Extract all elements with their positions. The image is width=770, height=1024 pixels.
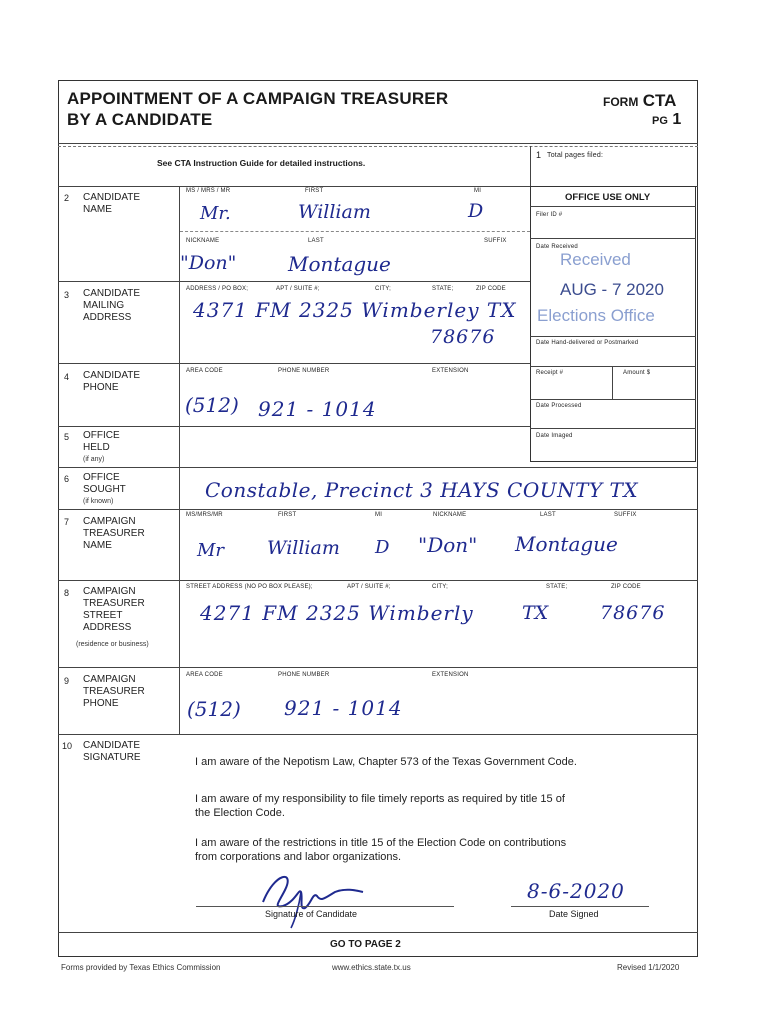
s7-mi-caption: MI — [375, 512, 383, 518]
instructions-text: See CTA Instruction Guide for detailed instructions. — [157, 158, 366, 168]
form-title-line2: BY A CANDIDATE — [67, 110, 213, 129]
filer-id-label: Filer ID # — [536, 212, 563, 218]
footer-provider: Forms provided by Texas Ethics Commission — [61, 963, 221, 972]
s9-phone-value[interactable]: 921 - 1014 — [284, 696, 403, 720]
s2-suffix-caption: SUFFIX — [484, 238, 507, 244]
s3-address-value[interactable]: 4371 FM 2325 Wimberley TX — [193, 298, 517, 322]
s8-zip-caption: ZIP CODE — [611, 584, 641, 590]
s8-state-value[interactable]: TX — [522, 602, 549, 624]
date-signed-value[interactable]: 8-6-2020 — [527, 879, 625, 903]
date-signed-label: Date Signed — [549, 909, 599, 919]
s3-state-caption: STATE; — [432, 286, 454, 292]
date-received-label: Date Received — [536, 244, 578, 250]
office-sought-value[interactable]: Constable, Precinct 3 HAYS COUNTY TX — [205, 478, 639, 502]
s2-mi-value[interactable]: D — [468, 200, 484, 222]
stamp-date: AUG - 7 2020 — [560, 280, 664, 299]
footer-url[interactable]: www.ethics.state.tx.us — [332, 963, 411, 972]
section-2-label — [83, 192, 140, 216]
section-3-label-line2: MAILING — [83, 300, 125, 311]
s7-last-value[interactable]: Montague — [515, 532, 618, 556]
contributions-statement-line2: from corporations and labor organizations. — [195, 851, 402, 863]
form-code — [603, 91, 676, 111]
section-8-sub: (residence or business) — [76, 641, 149, 648]
s3-address-caption: ADDRESS / PO BOX; — [186, 286, 249, 292]
section-4-label — [83, 370, 140, 394]
s8-apt-caption: APT / SUITE #; — [347, 584, 391, 590]
candidate-signature[interactable] — [255, 862, 375, 932]
reporting-statement-line1: I am aware of my responsibility to file timely reports as required by title 15 of — [195, 793, 565, 805]
total-pages-label: Total pages filed: — [547, 152, 604, 159]
form-title-line1: APPOINTMENT OF A CAMPAIGN TREASURER — [67, 89, 449, 108]
section-9-label — [83, 674, 145, 710]
s2-last-value[interactable]: Montague — [288, 252, 391, 276]
office-use-title: OFFICE USE ONLY — [565, 192, 651, 203]
s2-nickname-value[interactable]: "Don" — [180, 252, 237, 274]
s4-phone-caption: PHONE NUMBER — [278, 368, 330, 374]
s2-title-caption: MS / MRS / MR — [186, 188, 231, 194]
s8-address-value[interactable]: 4271 FM 2325 Wimberly — [200, 601, 474, 625]
section-4-label-line2: PHONE — [83, 382, 119, 393]
reporting-statement-line2: the Election Code. — [195, 807, 285, 819]
s7-mi-value[interactable]: D — [375, 537, 390, 558]
date-imaged-label: Date Imaged — [536, 433, 573, 439]
section-7-number: 7 — [64, 517, 70, 527]
s9-area-caption: AREA CODE — [186, 672, 223, 678]
section-5-label-line2: HELD — [83, 442, 110, 453]
s3-zip-value[interactable]: 78676 — [430, 326, 496, 348]
section-7-label-line1: CAMPAIGN — [83, 516, 136, 527]
s3-zip-caption: ZIP CODE — [476, 286, 506, 292]
section-8-label — [83, 586, 145, 634]
date-processed-label: Date Processed — [536, 403, 582, 409]
nepotism-statement: I am aware of the Nepotism Law, Chapter 573 of the Texas Government Code. — [195, 756, 577, 768]
s8-zip-value[interactable]: 78676 — [600, 602, 666, 624]
s2-title-value[interactable]: Mr. — [200, 203, 231, 224]
s3-apt-caption: APT / SUITE #; — [276, 286, 320, 292]
section-6-sub: (if known) — [83, 498, 114, 505]
s2-mi-caption: MI — [474, 188, 482, 194]
form-prefix: FORM — [603, 95, 639, 109]
page-indicator — [652, 111, 681, 129]
section-2-label-line2: NAME — [83, 204, 112, 215]
go-to-page-2: GO TO PAGE 2 — [330, 939, 401, 950]
section-4-label-line1: CANDIDATE — [83, 370, 141, 381]
hand-delivered-label: Date Hand-delivered or Postmarked — [536, 340, 639, 346]
section-9-number: 9 — [64, 676, 70, 686]
s2-last-caption: LAST — [308, 238, 324, 244]
s7-first-value[interactable]: William — [267, 537, 340, 559]
section-7-label-line3: NAME — [83, 540, 112, 551]
s4-area-value[interactable]: (512) — [185, 393, 239, 417]
section-6-label-line2: SOUGHT — [83, 484, 126, 495]
section-8-label-line3: STREET — [83, 610, 123, 621]
section-3-number: 3 — [64, 290, 70, 300]
s9-area-value[interactable]: (512) — [187, 697, 241, 721]
s8-address-caption: STREET ADDRESS (NO PO BOX PLEASE); — [186, 584, 313, 590]
s7-nickname-value[interactable]: "Don" — [418, 533, 478, 557]
s3-city-caption: CITY; — [375, 286, 391, 292]
section-10-label — [83, 740, 141, 764]
s4-ext-caption: EXTENSION — [432, 368, 469, 374]
signature-label: Signature of Candidate — [265, 909, 358, 919]
page-number: 1 — [672, 111, 682, 128]
s7-title-caption: MS/MRS/MR — [186, 512, 223, 518]
section-3-label — [83, 288, 140, 324]
section-6-number: 6 — [64, 474, 70, 484]
s7-title-value[interactable]: Mr — [197, 540, 225, 561]
s7-nickname-caption: NICKNAME — [433, 512, 467, 518]
amount-label: Amount $ — [623, 370, 651, 376]
s8-city-caption: CITY; — [432, 584, 448, 590]
section-9-label-line3: PHONE — [83, 698, 119, 709]
section-2-number: 2 — [64, 193, 70, 203]
section-7-label — [83, 516, 145, 552]
s9-phone-caption: PHONE NUMBER — [278, 672, 330, 678]
reporting-statement — [195, 792, 565, 820]
section-6-label — [83, 472, 126, 508]
contributions-statement-line1: I am aware of the restrictions in title 15 of the Election Code on contributions — [195, 837, 567, 849]
section-8-label-line1: CAMPAIGN — [83, 586, 136, 597]
s7-last-caption: LAST — [540, 512, 556, 518]
section-9-label-line1: CAMPAIGN — [83, 674, 136, 685]
section-2-label-line1: CANDIDATE — [83, 192, 141, 203]
s4-area-caption: AREA CODE — [186, 368, 223, 374]
section-5-sub: (if any) — [83, 456, 105, 463]
section-8-label-line2: TREASURER — [83, 598, 145, 609]
section-6-label-line1: OFFICE — [83, 472, 120, 483]
section-7-label-line2: TREASURER — [83, 528, 145, 539]
s2-first-value[interactable]: William — [298, 201, 371, 223]
section-8-label-line4: ADDRESS — [83, 622, 132, 633]
section-10-label-line1: CANDIDATE — [83, 740, 141, 751]
s9-ext-caption: EXTENSION — [432, 672, 469, 678]
s8-state-caption: STATE; — [546, 584, 568, 590]
s2-nickname-caption: NICKNAME — [186, 238, 220, 244]
section-5-label — [83, 430, 120, 466]
stamp-office: Elections Office — [537, 306, 655, 325]
form-code-value: CTA — [642, 91, 677, 110]
section-3-label-line3: ADDRESS — [83, 312, 132, 323]
section-5-number: 5 — [64, 432, 70, 442]
page-prefix: PG — [652, 115, 668, 127]
contributions-statement — [195, 836, 566, 864]
section-8-number: 8 — [64, 588, 70, 598]
section-10-number: 10 — [62, 741, 73, 751]
s7-suffix-caption: SUFFIX — [614, 512, 637, 518]
s4-phone-value[interactable]: 921 - 1014 — [258, 397, 377, 421]
s7-first-caption: FIRST — [278, 512, 297, 518]
stamp-received: Received — [560, 250, 631, 269]
receipt-label: Receipt # — [536, 370, 564, 376]
section-10-label-line2: SIGNATURE — [83, 752, 141, 763]
total-pages-num: 1 — [536, 150, 542, 160]
section-4-number: 4 — [64, 372, 70, 382]
section-9-label-line2: TREASURER — [83, 686, 145, 697]
footer-revised: Revised 1/1/2020 — [617, 963, 680, 972]
section-3-label-line1: CANDIDATE — [83, 288, 141, 299]
s2-first-caption: FIRST — [305, 188, 324, 194]
section-5-label-line1: OFFICE — [83, 430, 120, 441]
